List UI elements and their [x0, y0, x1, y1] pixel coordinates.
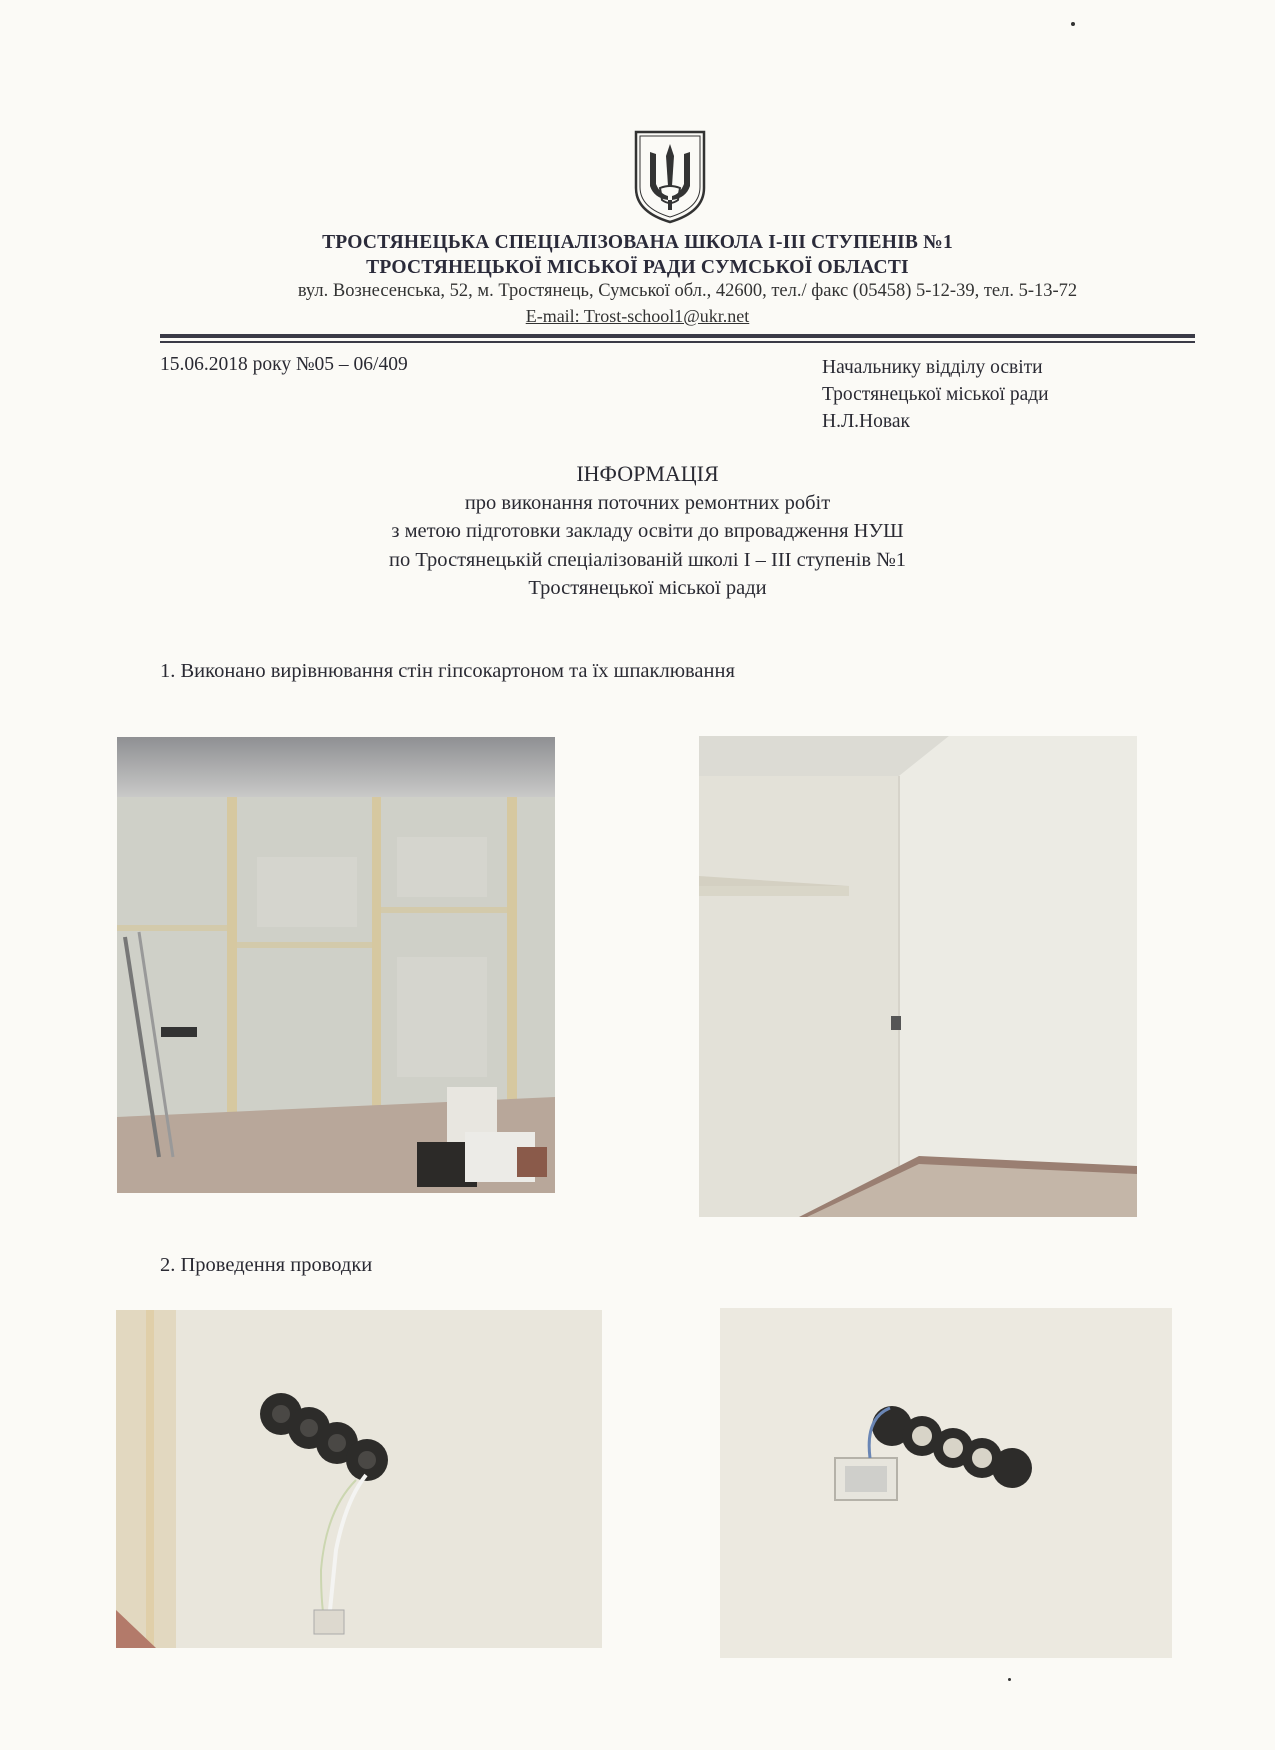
scan-speck [1008, 1678, 1011, 1681]
scan-speck [1071, 22, 1075, 26]
org-name-line-2: ТРОСТЯНЕЦЬКОЇ МІСЬКОЇ РАДИ СУМСЬКОЇ ОБЛАСТІ [366, 257, 909, 278]
org-email[interactable]: E-mail: Trost-school1@ukr.net [525, 306, 750, 326]
subtitle-line: Тростянецької міської ради [528, 577, 767, 599]
header-rule-thick [160, 334, 1195, 338]
recipient-line: Начальнику відділу освіти [822, 357, 1043, 378]
recipient-line: Тростянецької міської ради [822, 384, 1049, 405]
photo-socket-wiring-2 [720, 1308, 1172, 1658]
org-name-line-1: ТРОСТЯНЕЦЬКА СПЕЦІАЛІЗОВАНА ШКОЛА І-ІІІ СТУПЕНІВ №1 [322, 232, 953, 253]
document-title: ІНФОРМАЦІЯ [576, 461, 719, 486]
section-1-heading: 1. Виконано вирівнювання стін гіпсокартоном та їх шпаклювання [160, 660, 735, 682]
section-2-heading: 2. Проведення проводки [160, 1254, 373, 1276]
document-date-number: 15.06.2018 року №05 – 06/409 [160, 354, 408, 375]
recipient-line: Н.Л.Новак [822, 411, 910, 432]
photo-socket-wiring-1 [116, 1310, 602, 1648]
trident-coat-of-arms-icon [630, 126, 710, 226]
subtitle-line: по Тростянецькій спеціалізованій школі І – ІІІ ступенів №1 [388, 548, 907, 571]
document-title-block [0, 460, 1275, 603]
recipient-block [822, 354, 1049, 435]
subtitle-line: з метою підготовки закладу освіти до впровадження НУШ [391, 520, 904, 542]
photo-plastered-corner [699, 736, 1137, 1217]
photo-drywall-wall [117, 737, 555, 1193]
header-rule-thin [160, 341, 1195, 343]
subtitle-line: про виконання поточних ремонтних робіт [464, 491, 831, 514]
org-address: вул. Вознесенська, 52, м. Тростянець, Сумської обл., 42600, тел./ факс (05458) 5-12-39, тел. 5-13-72 [297, 281, 1078, 301]
